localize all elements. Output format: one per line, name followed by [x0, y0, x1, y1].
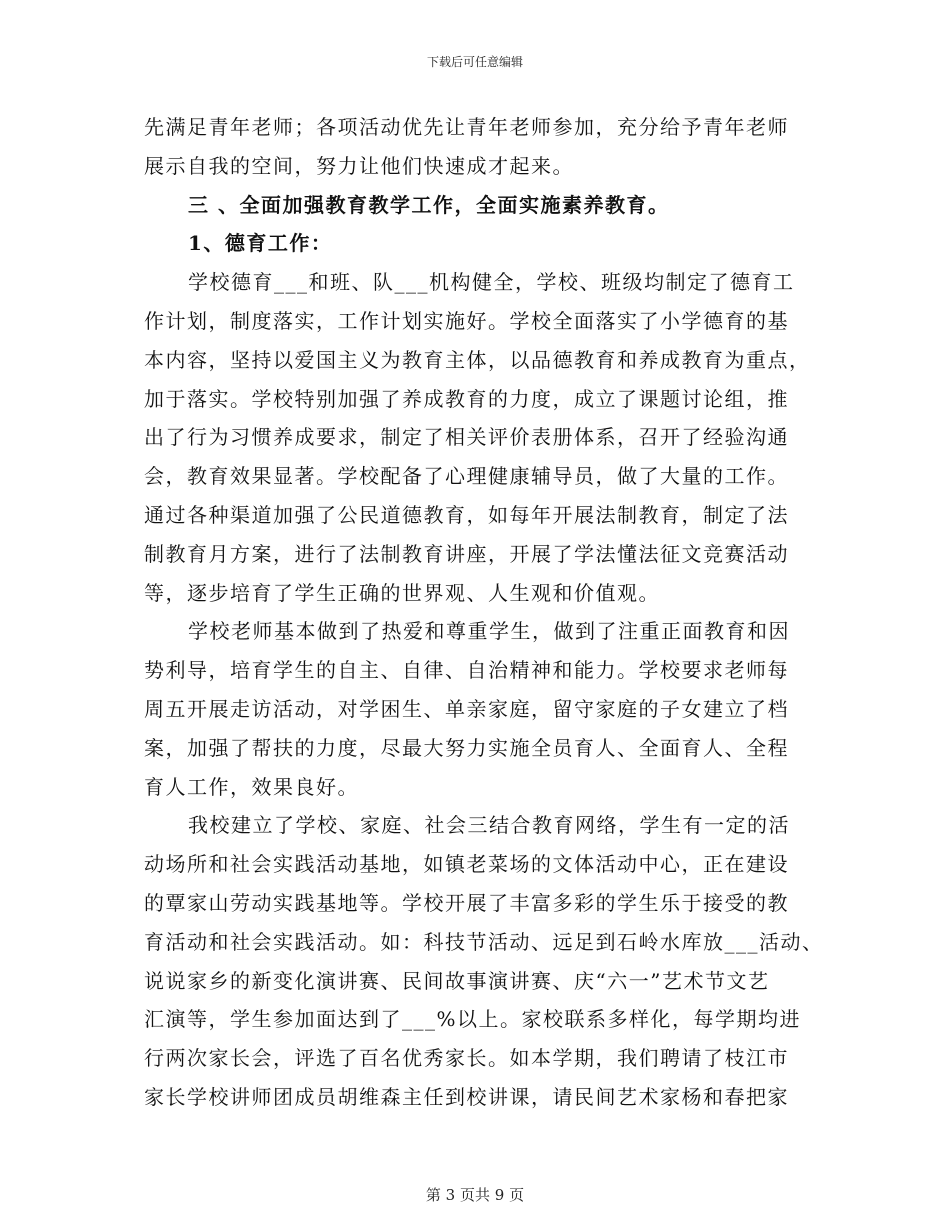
paragraph-line: 我校建立了学校、家庭、社会三结合教育网络，学生有一定的活 [188, 813, 790, 838]
paragraph-line: 作计划，制度落实，工作计划实施好。学校全面落实了小学德育的基 [144, 308, 789, 333]
paragraph-line: 制教育月方案，进行了法制教育讲座，开展了学法懂法征文竞赛活动 [144, 541, 789, 566]
section-heading-line: 三 、全面加强教育教学工作，全面实施素养教育。 [188, 192, 670, 217]
paragraph-line: 汇演等，学生参加面达到了___%以上。家校联系多样化，每学期均进 [144, 1007, 802, 1032]
paragraph-line: 会，教育效果显著。学校配备了心理健康辅导员，做了大量的工作。 [144, 464, 789, 489]
paragraph-line: 展示自我的空间，努力让他们快速成才起来。 [144, 153, 574, 178]
paragraph-line: 动场所和社会实践活动基地，如镇老菜场的文体活动中心，正在建设 [144, 852, 789, 877]
page-footer: 第 3 页共 9 页 [425, 1186, 525, 1204]
section-heading-line: 1、德育工作： [188, 231, 333, 256]
paragraph-line: 出了行为习惯养成要求，制定了相关评价表册体系，召开了经验沟通 [144, 425, 789, 450]
page-header: 下载后可任意编辑 [426, 55, 523, 69]
paragraph-line: 案，加强了帮扶的力度，尽最大努力实施全员育人、全面育人、全程 [144, 735, 789, 760]
paragraph-line: 的覃家山劳动实践基地等。学校开展了丰富多彩的学生乐于接受的教 [144, 890, 789, 915]
document-body [144, 108, 824, 1117]
paragraph-line: 通过各种渠道加强了公民道德教育，如每年开展法制教育，制定了法 [144, 502, 789, 527]
paragraph-line: 加于落实。学校特别加强了养成教育的力度，成立了课题讨论组，推 [144, 386, 789, 411]
paragraph-line: 育活动和社会实践活动。如：科技节活动、远足到石岭水库放___活动、 [144, 929, 824, 954]
paragraph-line: 势利导，培育学生的自主、自律、自治精神和能力。学校要求老师每 [144, 658, 789, 683]
paragraph-line: 说说家乡的新变化演讲赛、民间故事演讲赛、庆“六一”艺术节文艺 [144, 968, 770, 993]
paragraph-line: 周五开展走访活动，对学困生、单亲家庭，留守家庭的子女建立了档 [144, 696, 789, 721]
paragraph-line: 育人工作，效果良好。 [144, 774, 359, 799]
paragraph-line: 先满足青年老师；各项活动优先让青年老师参加，充分给予青年老师 [144, 115, 789, 139]
paragraph-line: 家长学校讲师团成员胡维森主任到校讲课，请民间艺术家杨和春把家 [144, 1084, 789, 1109]
paragraph-line: 行两次家长会，评选了百名优秀家长。如本学期，我们聘请了枝江市 [144, 1046, 789, 1071]
paragraph-line: 学校德育___和班、队___机构健全，学校、班级均制定了德育工 [188, 270, 795, 295]
paragraph-line: 学校老师基本做到了热爱和尊重学生，做到了注重正面教育和因 [188, 619, 790, 644]
paragraph-line: 等，逐步培育了学生正确的世界观、人生观和价值观。 [144, 580, 660, 605]
paragraph-line: 本内容，坚持以爱国主义为教育主体，以品德教育和养成教育为重点， [144, 347, 811, 372]
